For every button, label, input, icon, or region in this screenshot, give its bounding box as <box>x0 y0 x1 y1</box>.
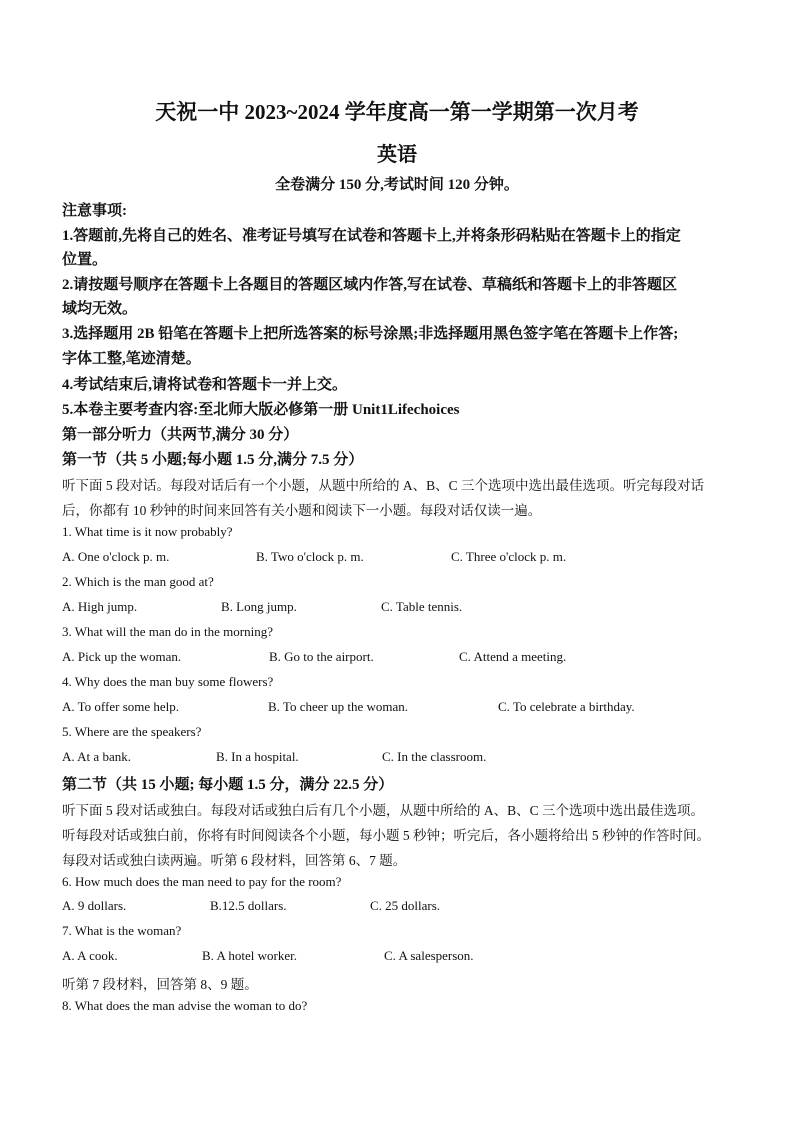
option-a: A. A cook. <box>62 948 118 963</box>
section1-instructions: 后，你都有 10 秒钟的时间来回答有关小题和阅读下一小题。每段对话仅读一遍。 <box>62 503 542 518</box>
subject-title: 英语 <box>377 144 417 166</box>
option-b: B. In a hospital. <box>216 749 299 764</box>
material-instruction: 听第 7 段材料，回答第 8、9 题。 <box>62 977 258 992</box>
option-c: C. Attend a meeting. <box>459 649 567 664</box>
section1-instructions: 听下面 5 段对话。每段对话后有一个小题，从题中所给的 A、B、C 三个选项中选出最佳选项。听完每段对话 <box>62 478 705 493</box>
question-stem: 3. What will the man do in the morning? <box>62 624 273 639</box>
note-line: 5.本卷主要考查内容:至北师大版必修第一册 Unit1Lifechoices <box>62 402 460 418</box>
section2-instructions: 听下面 5 段对话或独白。每段对话或独白后有几个小题，从题中所给的 A、B、C 三个选项中选出最佳选项。 <box>62 803 705 818</box>
note-line: 4.考试结束后,请将试卷和答题卡一并上交。 <box>62 377 348 393</box>
section2-instructions: 每段对话或独白读两遍。听第 6 段材料，回答第 6、7 题。 <box>62 853 407 868</box>
note-line: 2.请按题号顺序在答题卡上各题目的答题区域内作答,写在试卷、草稿纸和答题卡上的非答题区 <box>62 277 678 293</box>
option-c: C. A salesperson. <box>384 948 474 963</box>
option-a: A. At a bank. <box>62 749 131 764</box>
question-stem: 1. What time is it now probably? <box>62 524 233 539</box>
note-line: 域均无效。 <box>62 301 138 317</box>
option-a: A. To offer some help. <box>62 699 180 714</box>
question-stem: 4. Why does the man buy some flowers? <box>62 674 274 689</box>
note-line: 1.答题前,先将自己的姓名、准考证号填写在试卷和答题卡上,并将条形码粘贴在答题卡上的指定 <box>62 228 681 244</box>
question-stem: 8. What does the man advise the woman to do? <box>62 998 308 1013</box>
option-c: C. 25 dollars. <box>370 898 441 913</box>
exam-title: 天祝一中 2023~2024 学年度高一第一学期第一次月考 <box>155 100 639 124</box>
option-a: A. 9 dollars. <box>62 898 127 913</box>
option-b: B. A hotel worker. <box>202 948 297 963</box>
section2-instructions: 听每段对话或独白前，你将有时间阅读各个小题，每小题 5 秒钟；听完后，各小题将给出 5 秒钟的作答时间。 <box>62 828 710 843</box>
note-line: 3.选择题用 2B 铅笔在答题卡上把所选答案的标号涂黑;非选择题用黑色签字笔在答题卡上作答; <box>62 326 679 342</box>
part1-heading: 第一部分听力（共两节,满分 30 分） <box>62 427 299 443</box>
option-b: B. Two o'clock p. m. <box>256 549 364 564</box>
option-a: A. Pick up the woman. <box>62 649 182 664</box>
question-stem: 5. Where are the speakers? <box>62 724 202 739</box>
option-a: A. One o'clock p. m. <box>62 549 170 564</box>
option-b: B.12.5 dollars. <box>210 898 287 913</box>
note-line: 字体工整,笔迹清楚。 <box>62 351 201 367</box>
section1-heading: 第一节（共 5 小题;每小题 1.5 分,满分 7.5 分） <box>62 452 364 468</box>
notes-heading: 注意事项: <box>62 203 127 219</box>
section2-heading: 第二节（共 15 小题; 每小题 1.5 分，满分 22.5 分） <box>62 777 394 793</box>
option-c: C. Three o'clock p. m. <box>451 549 567 564</box>
question-stem: 7. What is the woman? <box>62 923 182 938</box>
option-a: A. High jump. <box>62 599 138 614</box>
question-stem: 2. Which is the man good at? <box>62 574 214 589</box>
option-c: C. In the classroom. <box>382 749 487 764</box>
option-c: C. To celebrate a birthday. <box>498 699 635 714</box>
score-info: 全卷满分 150 分,考试时间 120 分钟。 <box>275 177 519 193</box>
option-c: C. Table tennis. <box>381 599 463 614</box>
option-b: B. Long jump. <box>221 599 297 614</box>
question-stem: 6. How much does the man need to pay for the room? <box>62 874 342 889</box>
note-line: 位置。 <box>62 252 108 268</box>
option-b: B. To cheer up the woman. <box>268 699 409 714</box>
option-b: B. Go to the airport. <box>269 649 374 664</box>
